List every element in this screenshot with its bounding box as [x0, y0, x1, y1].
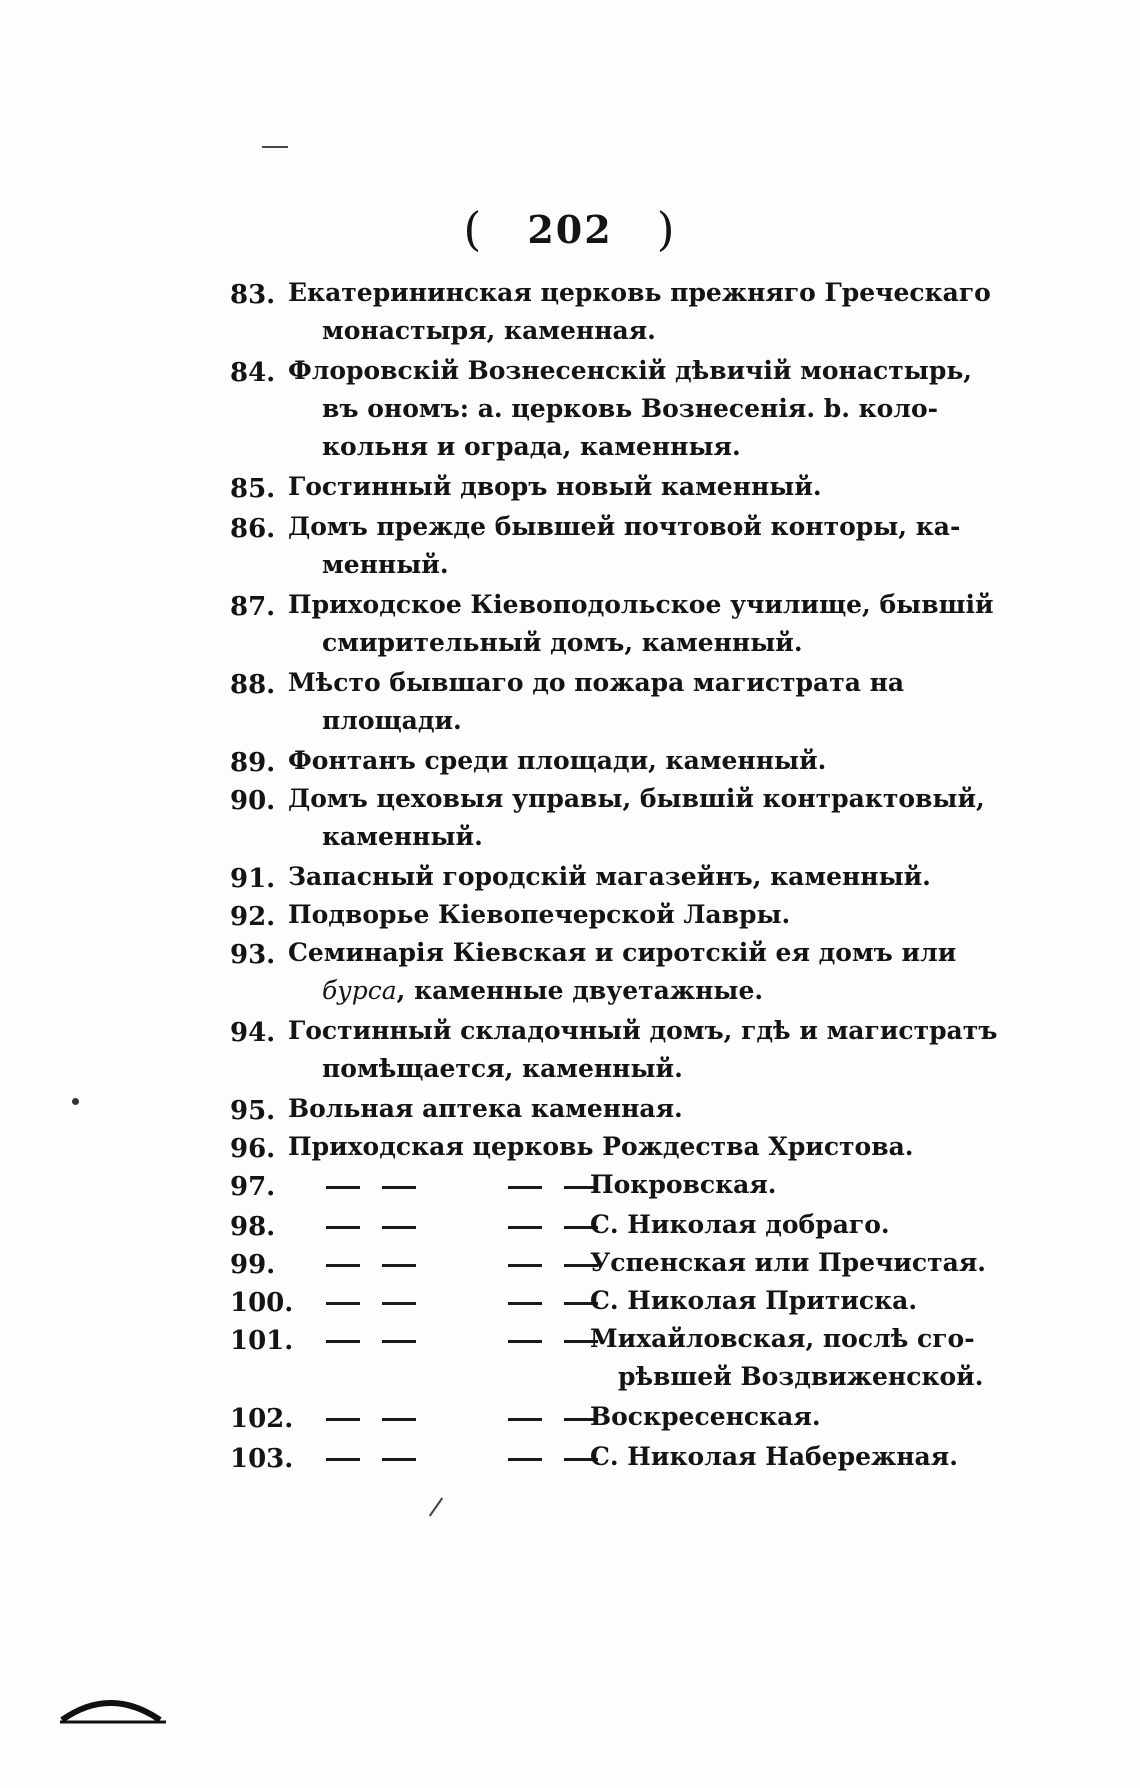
ditto-marks [326, 1458, 598, 1461]
entry-number: 94. [230, 1018, 276, 1048]
entry-line: С. Николая добраго. [590, 1210, 890, 1239]
entry-number: 100. [230, 1288, 294, 1318]
entry-number: 84. [230, 358, 276, 388]
entry-number: 92. [230, 902, 276, 932]
entry-number: 97. [230, 1172, 276, 1202]
ditto-marks [326, 1264, 598, 1267]
entry-line: монастыря, каменная. [322, 316, 656, 345]
entry-line-rest: каменные двуетажные. [414, 976, 764, 1005]
entry-number: 101. [230, 1326, 294, 1356]
entry-line: Мѣсто бывшаго до пожара магистрата на [288, 668, 905, 697]
entry-line: С. Николая Набережная. [590, 1442, 958, 1471]
entry-line: Михайловская, послѣ сго- [590, 1324, 975, 1353]
entry-line: Успенская или Пречистая. [590, 1248, 986, 1277]
scan-artifact-arc [60, 1686, 170, 1726]
entry-number: 102. [230, 1404, 294, 1434]
entry-line: Воскресенская. [590, 1402, 821, 1431]
entry-line: Гостинный складочный домъ, гдѣ и магистратъ [288, 1016, 998, 1045]
entry-number: 93. [230, 940, 276, 970]
entry-line: каменный. [322, 822, 483, 851]
entry-line: Фонтанъ среди площади, каменный. [288, 746, 827, 775]
entry-number: 103. [230, 1444, 294, 1474]
entry-number: 89. [230, 748, 276, 778]
entry-line: Запасный городскій магазейнъ, каменный. [288, 862, 931, 891]
entry-number: 91. [230, 864, 276, 894]
ditto-marks [326, 1226, 598, 1229]
entry-line: смирительный домъ, каменный. [322, 628, 803, 657]
entry-line: Подворье Кіевопечерской Лавры. [288, 900, 791, 929]
entry-number: 85. [230, 474, 276, 504]
ditto-marks [326, 1418, 598, 1421]
entry-line: бурса, каменные двуетажные. [322, 976, 764, 1005]
entry-number: 98. [230, 1212, 276, 1242]
page-number: ( 202 ) [463, 202, 677, 256]
entry-line: Покровская. [590, 1170, 777, 1199]
entry-line: Вольная аптека каменная. [288, 1094, 683, 1123]
entry-number: 83. [230, 280, 276, 310]
speck [72, 1098, 79, 1105]
entry-line: Семинарія Кіевская и сиротскій ея домъ или [288, 938, 957, 967]
entry-italic-word: бурса [322, 976, 397, 1005]
entry-line: рѣвшей Воздвиженской. [618, 1362, 984, 1391]
entry-number: 95. [230, 1096, 276, 1126]
entry-line: площади. [322, 706, 462, 735]
entry-line: менный. [322, 550, 449, 579]
top-mark [262, 146, 288, 148]
entry-line: Приходская церковь Рождества Христова. [288, 1132, 914, 1161]
entry-number: 87. [230, 592, 276, 622]
entry-number: 96. [230, 1134, 276, 1164]
ditto-marks [326, 1302, 598, 1305]
entry-line: С. Николая Притиска. [590, 1286, 918, 1315]
entry-line: Екатерининская церковь прежняго Греческаго [288, 278, 991, 307]
entry-number: 88. [230, 670, 276, 700]
entry-line: кольня и ограда, каменныя. [322, 432, 741, 461]
entry-number: 90. [230, 786, 276, 816]
stray-stroke [429, 1497, 443, 1516]
ditto-marks [326, 1186, 598, 1189]
entry-line: Домъ прежде бывшей почтовой конторы, ка- [288, 512, 961, 541]
entry-line: Гостинный дворъ новый каменный. [288, 472, 822, 501]
entry-line: въ ономъ: а. церковь Вознесенія. b. коло- [322, 394, 939, 423]
page-number-value: 202 [527, 207, 613, 252]
entry-line: Приходское Кіевоподольское училище, бывшій [288, 590, 994, 619]
entry-line: помѣщается, каменный. [322, 1054, 683, 1083]
entry-line: Флоровскій Вознесенскій дѣвичій монастырь, [288, 356, 972, 385]
ditto-marks [326, 1340, 598, 1343]
entry-line: Домъ цеховыя управы, бывшій контрактовый, [288, 784, 985, 813]
entry-number: 99. [230, 1250, 276, 1280]
entry-number: 86. [230, 514, 276, 544]
